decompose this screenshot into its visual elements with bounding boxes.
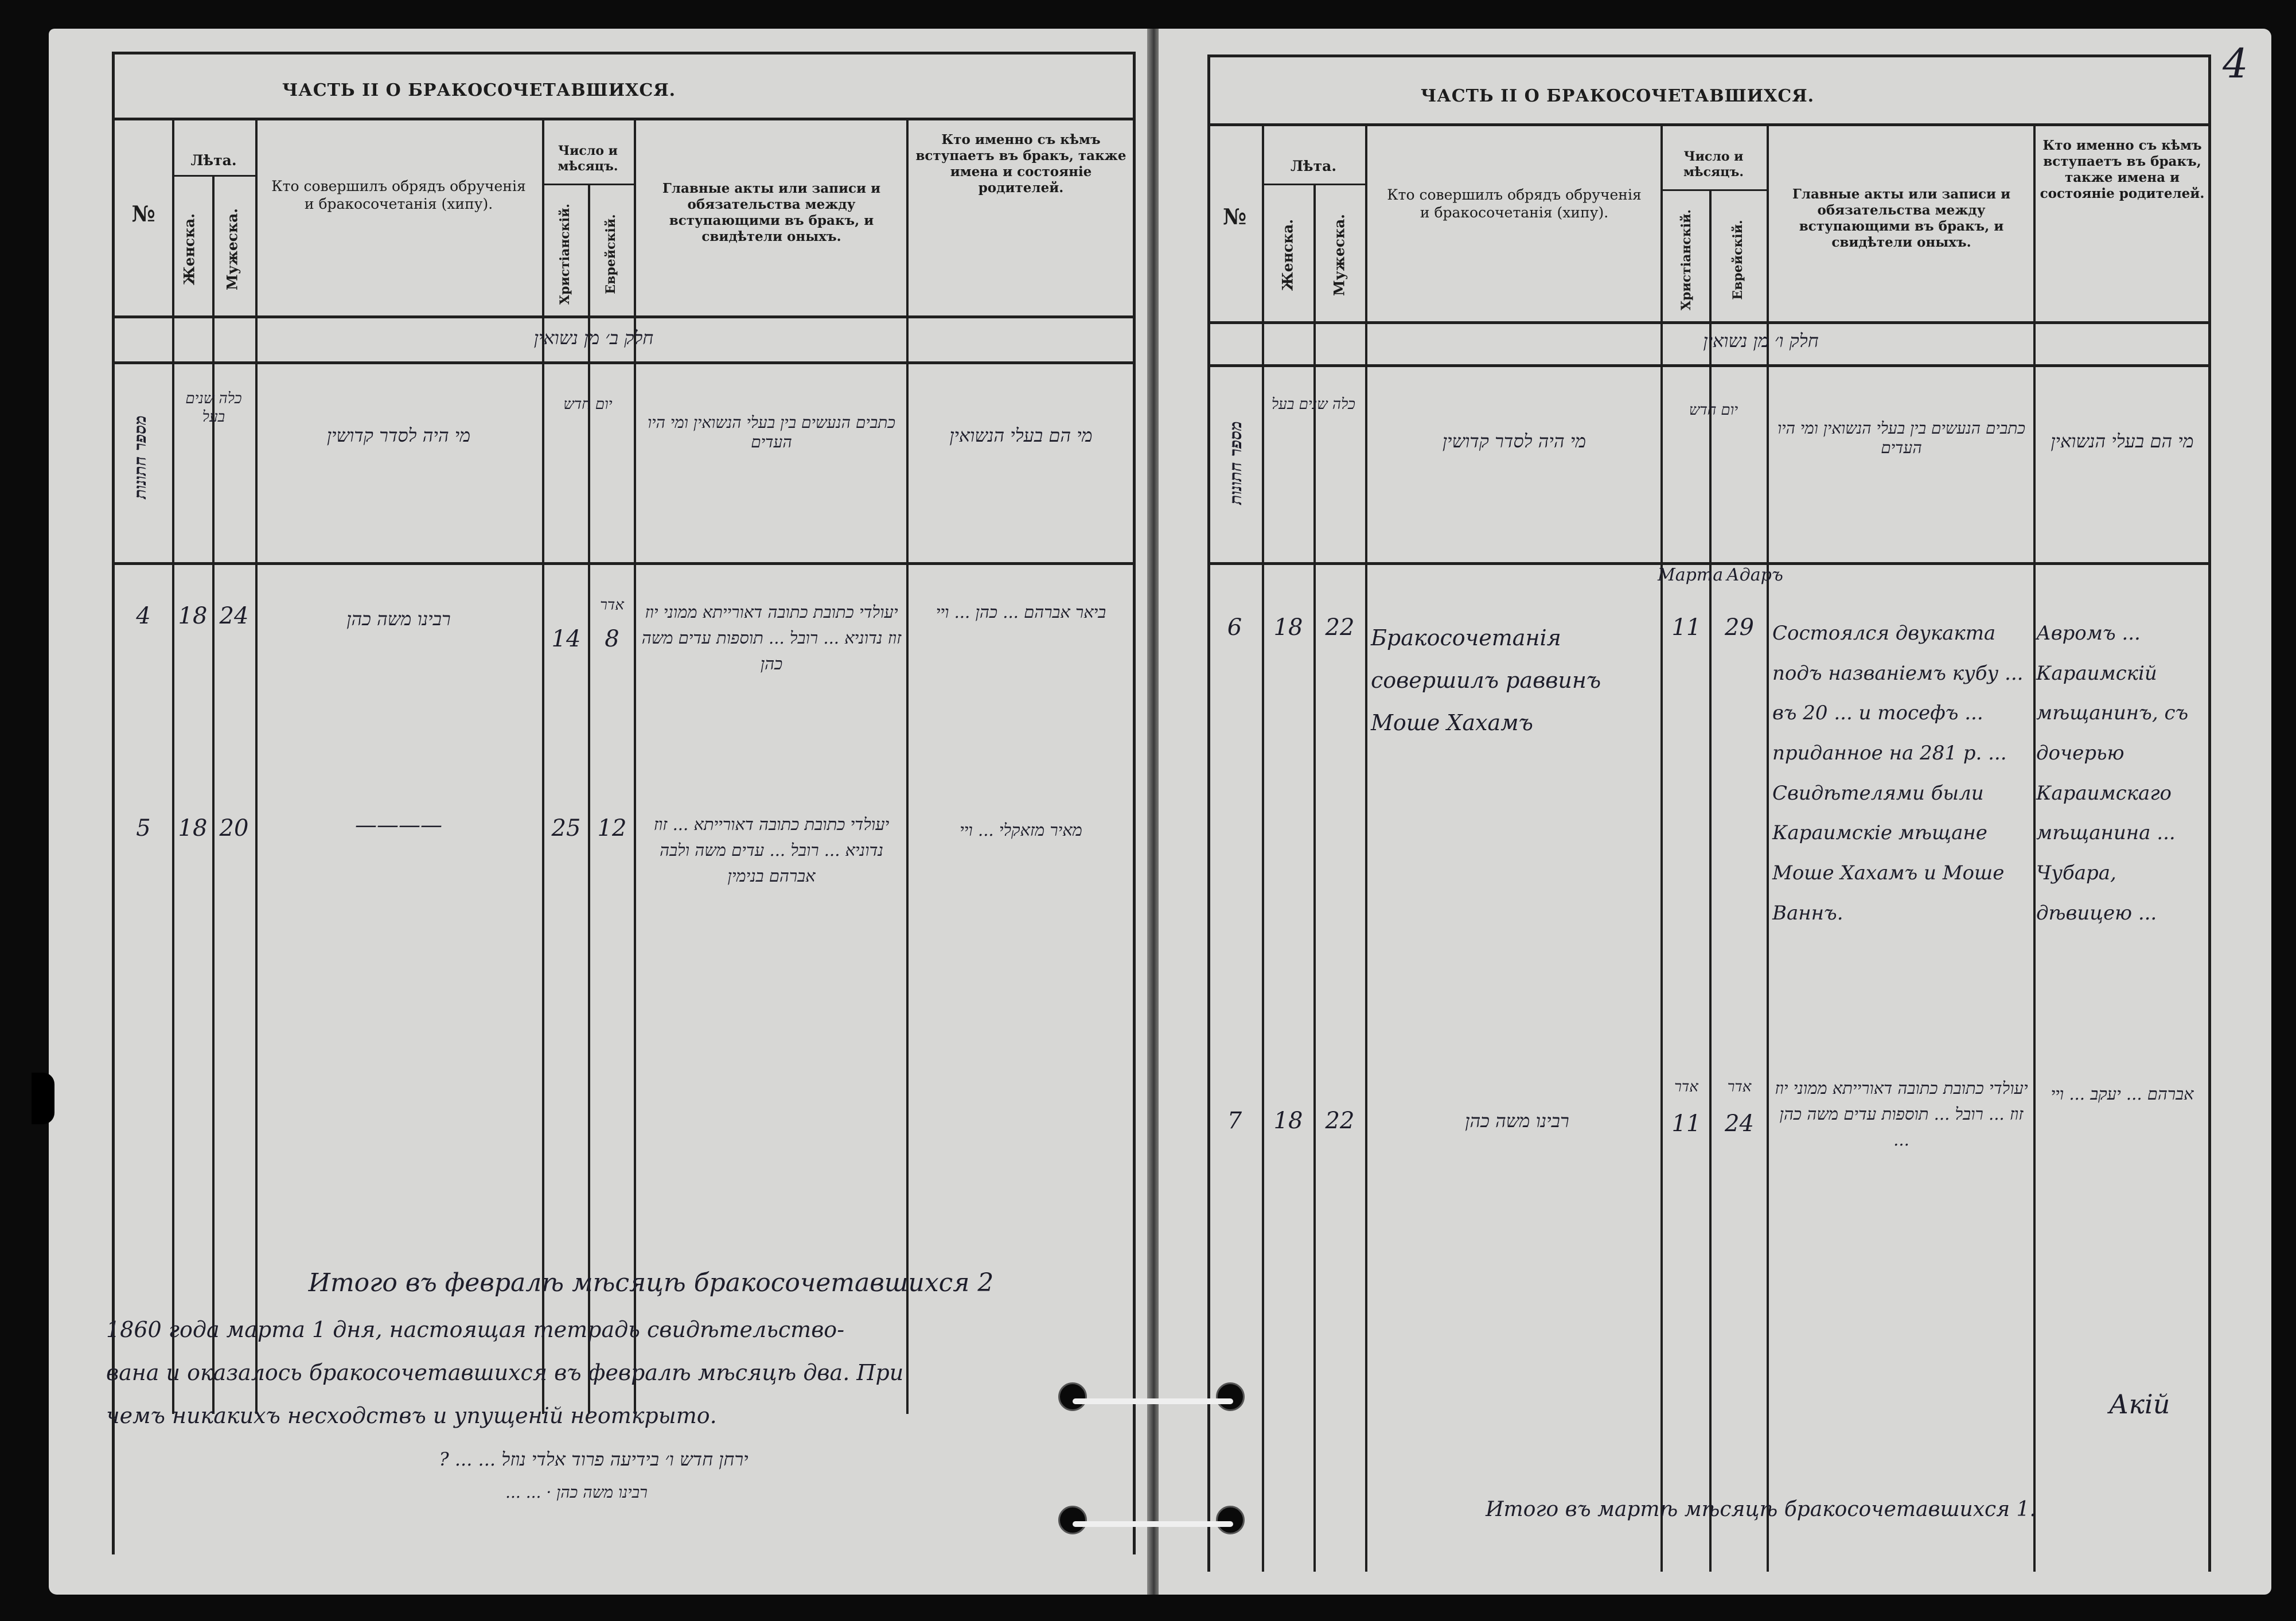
signature: Акій <box>2108 1389 2170 1420</box>
heb-header-num: מספר חתונות <box>131 415 150 499</box>
header-male: Мужеска. <box>224 208 241 291</box>
header-years: Лѣта. <box>190 152 237 169</box>
entry-male-age: 20 <box>219 815 249 841</box>
certification-note: чемъ никакихъ несходствъ и упущеній неоткрыто. <box>106 1403 717 1428</box>
header-jewish: Еврейскій. <box>1730 220 1745 300</box>
header-officiant: Кто совершилъ обрядъ обрученія и бракосочетанія (хипу). <box>1387 186 1642 221</box>
entry-day-jewish: 12 <box>597 815 627 841</box>
heb-header-date: יום חדש <box>1689 402 1738 419</box>
entry-num: 5 <box>136 815 151 841</box>
entry-officiant: רבינו משה כהן <box>346 608 451 630</box>
heb-header-date: יום חדש <box>563 396 613 413</box>
binding-thread <box>1073 1521 1233 1527</box>
heb-header-officiant: מי היה לסדר קדושין <box>326 424 471 446</box>
header-officiant: Кто совершилъ обрядъ обрученія и бракосочетанія (хипу). <box>271 178 526 212</box>
entry-female-age: 18 <box>178 815 208 841</box>
header-who: Кто именно съ кѣмъ вступаетъ въ бракъ, также имена и состояніе родителей. <box>915 132 1126 196</box>
header-date: Число и мѣсяцъ. <box>558 143 618 174</box>
monthly-summary: Итого въ мартѣ мѣсяцѣ бракосочетавшихся 1. <box>1486 1498 2036 1521</box>
entry-who: מאיר מזאקלי ... ויי <box>960 820 1082 840</box>
heb-header-who: מי הם בעלי הנשואין <box>949 424 1093 446</box>
entry-acts: Состоялся двукакта подъ названіемъ кубу ... въ 20 ... и тосефъ ... приданное на 281 р. ... Свидѣтелями были Караимскіе мѣщане Моше Хахамъ и Моше Ваннъ. <box>1772 622 2024 925</box>
header-female: Женска. <box>181 213 198 286</box>
entry-acts: יעולדי כתובת כתובה דאורייתא ... זוז נדוניא ... רובל ... עדים משה ולבה אברהם בנימין <box>653 815 890 886</box>
entry-male-age: 22 <box>1325 1108 1355 1134</box>
entry-day-christian: 11 <box>1671 1110 1701 1137</box>
entry-day-christian: 11 <box>1671 614 1701 641</box>
header-christian: Христіанскій. <box>558 203 572 305</box>
entry-day-jewish: 24 <box>1725 1110 1754 1137</box>
monthly-summary: Итого въ февралѣ мѣсяцѣ бракосочетавшихся 2 <box>308 1268 994 1297</box>
header-male: Мужеска. <box>1331 214 1348 297</box>
entry-day-jewish: 29 <box>1725 614 1754 641</box>
entry-who: Авромъ ... Караимскій мѣщанинъ, съ дочерью Караимскаго мѣщанина ... Чубара, дѣвицею ... <box>2036 622 2189 925</box>
hebrew-section-title: חלק ו׳ מן נשואין <box>1703 330 1819 352</box>
heb-header-num: מספר חתונות <box>1226 421 1245 505</box>
entry-male-age: 22 <box>1325 614 1355 641</box>
entry-officiant: ———— <box>355 812 442 837</box>
entry-month-jewish: Адаръ <box>1726 565 1783 585</box>
entry-female-age: 18 <box>1273 1108 1303 1134</box>
entry-day-christian: 14 <box>551 626 581 652</box>
header-who: Кто именно съ кѣмъ вступаетъ въ бракъ, также имена и состояніе родителей. <box>2040 138 2205 202</box>
entry-female-age: 18 <box>1273 614 1303 641</box>
entry-month-christian: אדר <box>1674 1078 1698 1096</box>
header-acts: Главные акты или записи и обязательства между вступающими въ бракъ, и свидѣтели оныхъ. <box>1792 186 2011 251</box>
entry-acts: יעולדי כתובת כתובה דאורייתא ממוני יוז זוז ... רובל ... תוספות עדים משה כהן ... <box>1775 1078 2028 1149</box>
certification-note: вана и оказалось бракосочетавшихся въ февралѣ мѣсяцѣ два. При <box>106 1360 904 1385</box>
entry-female-age: 18 <box>178 603 208 629</box>
header-jewish: Еврейскій. <box>603 214 618 294</box>
entry-num: 4 <box>136 603 151 629</box>
header-num: № <box>131 201 155 227</box>
right-page <box>1159 29 2271 1595</box>
entry-acts: יעולדי כתובת כתובה דאורייתא ממוני יוז זוז נדוניא ... רובל ... תוספות עדים משה כהן <box>641 602 902 673</box>
hebrew-section-title: חלק ב׳ מן נשואין <box>533 327 654 349</box>
entry-who: ביאר אברהם ... כהן ... ויי <box>935 602 1106 622</box>
header-num: № <box>1222 204 1247 229</box>
entry-num: 6 <box>1227 614 1242 641</box>
heb-header-acts: כתבים הנעשים בין בעלי הנשואין ומי היו העדים <box>1777 419 2026 458</box>
hebrew-signature-line: ירחן חדש ו׳ בידיעה פרוד אלדי נוזל ... ... ? <box>439 1448 749 1470</box>
binding-hole <box>1216 1506 1245 1534</box>
header-acts: Главные акты или записи и обязательства между вступающими въ бракъ, и свидѣтели оныхъ. <box>662 181 881 245</box>
entry-month: אדר <box>600 597 624 614</box>
heb-header-officiant: מי היה לסדר קדושין <box>1442 430 1586 452</box>
certification-note: 1860 года марта 1 дня, настоящая тетрадь свидѣтельство- <box>106 1317 845 1342</box>
binding-hole <box>1058 1506 1087 1534</box>
page-number: 4 <box>2223 40 2248 87</box>
heb-header-years: כלה שנים בעל <box>185 390 242 426</box>
heb-header-acts: כתבים הנעשים בין בעלי הנשואין ומי היו העדים <box>647 413 896 452</box>
hebrew-signature-line: רבינו משה כהן · ... ... <box>505 1483 648 1502</box>
entry-officiant: רבינו משה כהן <box>1465 1110 1569 1132</box>
entry-month-christian: Марта <box>1658 565 1724 585</box>
entry-officiant: Бракосочетанія совершилъ раввинъ Моше Хахамъ <box>1371 625 1601 736</box>
binding-thread <box>1073 1398 1233 1404</box>
page-title: ЧАСТЬ II О БРАКОСОЧЕТАВШИХСЯ. <box>1420 86 1815 106</box>
heb-header-who: מי הם בעלי הנשואין <box>2051 430 2194 452</box>
header-date: Число и мѣсяцъ. <box>1683 149 1744 180</box>
entry-day-jewish: 8 <box>605 626 619 652</box>
header-christian: Христіанскій. <box>1679 209 1694 311</box>
binding-tab <box>32 1073 54 1124</box>
binding-hole <box>1058 1382 1087 1411</box>
entry-num: 7 <box>1227 1108 1242 1134</box>
entry-month-jewish: אדר <box>1727 1078 1752 1096</box>
entry-male-age: 24 <box>219 603 249 629</box>
header-years: Лѣта. <box>1290 158 1337 174</box>
left-page <box>49 29 1150 1595</box>
heb-header-years: כלה שנים בעל <box>1272 396 1355 413</box>
header-female: Женска. <box>1279 219 1296 291</box>
binding-hole <box>1216 1382 1245 1411</box>
entry-who: אברהם ... יעקב ... ויי <box>2051 1084 2194 1104</box>
entry-day-christian: 25 <box>551 815 581 841</box>
page-title: ЧАСТЬ II О БРАКОСОЧЕТАВШИХСЯ. <box>282 80 676 100</box>
